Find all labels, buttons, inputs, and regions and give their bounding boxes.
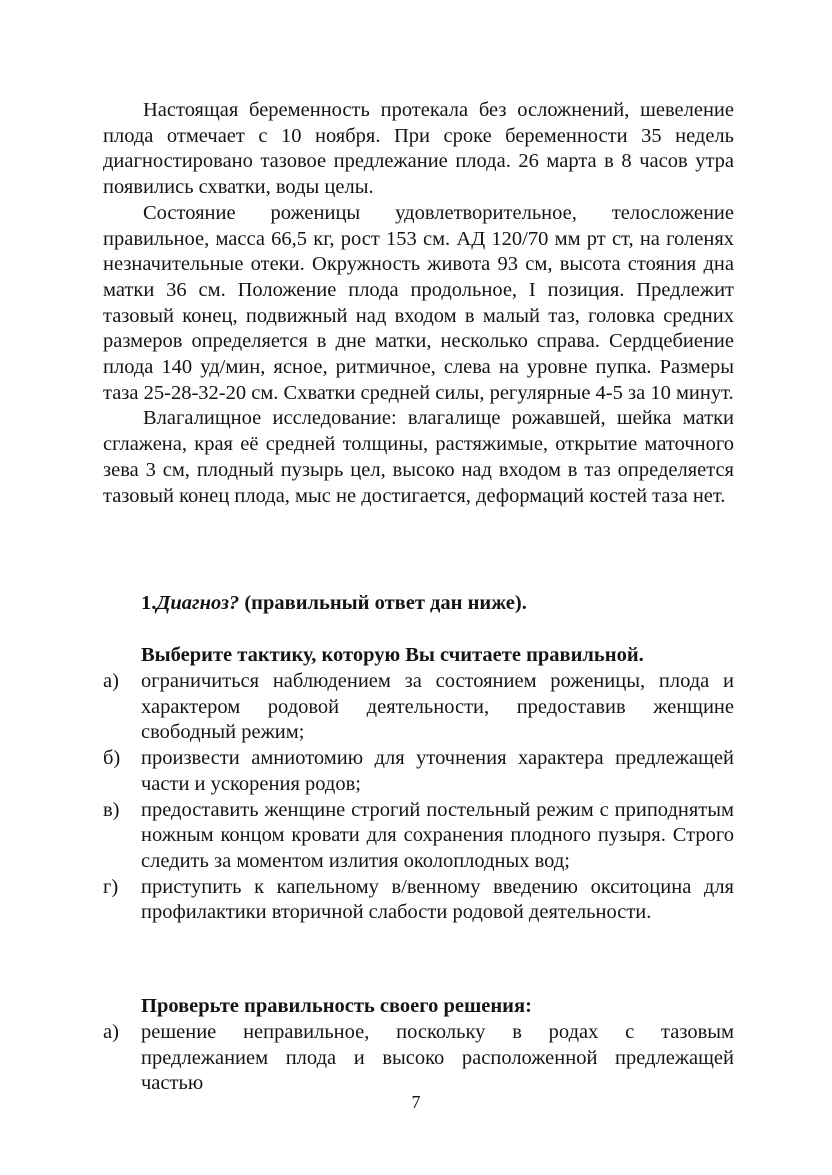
option-text: произвести амниотомию для уточнения характера предлежащей части и ускорения родов; — [141, 747, 734, 795]
question-number: 1. — [141, 592, 157, 614]
check-heading: Проверьте правильность своего решения: — [141, 995, 532, 1017]
tactics-heading: Выберите тактику, которую Вы считаете правильной. — [141, 644, 644, 666]
list-item — [103, 746, 734, 797]
list-item — [103, 669, 734, 746]
paragraph-vaginal-exam: Влагалищное исследование: влагалище рожавшей, шейка матки сглажена, края её средней толщины, растяжимые, открытие маточного зева 3 см, плодный пузырь цел, высоко над входом в таз определяется тазовый конец плода, мыс не достигается, деформаций костей таза нет. — [103, 407, 734, 507]
paragraph-history: Настоящая беременность протекала без осложнений, шевеление плода отмечает с 10 ноября. При сроке беременности 35 недель диагностировано тазовое предлежание плода. 26 марта в 8 часов утра появились схватки, воды целы. — [103, 99, 734, 199]
option-text: ограничиться наблюдением за состоянием роженицы, плода и характером родовой деятельности, предоставив женщине свободный режим; — [141, 670, 734, 744]
page-number: 7 — [411, 1092, 421, 1112]
option-marker: г) — [103, 875, 119, 898]
check-options — [103, 1020, 734, 1097]
case-description — [103, 98, 734, 509]
option-marker: б) — [103, 747, 121, 770]
option-marker: а) — [103, 670, 119, 692]
option-marker: в) — [103, 798, 120, 821]
question-note: (правильный ответ дан ниже). — [244, 592, 527, 614]
diagnosis-question — [141, 591, 527, 617]
tactics-options — [103, 669, 734, 926]
paragraph-status: Состояние роженицы удовлетворительное, телосложение правильное, масса 66,5 кг, рост 153 см. АД 120/70 мм рт ст, на голенях незначительные отеки. Окружность живота 93 см, высота стояния дна матки 36 см. Положение плода продольное, I позиция. Предлежит тазовый конец, подвижный над входом в малый таз, головка средних размеров определяется в дне матки, несколько справа. Сердцебиение плода 140 уд/мин, ясное, ритмичное, слева на уровне пупка. Размеры таза 25-28-32-20 см. Схватки средней силы, регулярные 4-5 за 10 минут. — [103, 201, 734, 404]
option-text: приступить к капельному в/венному введению окситоцина для профилактики вторичной слабости родовой деятельности. — [141, 875, 734, 924]
option-marker: а) — [103, 1021, 119, 1043]
list-item — [103, 875, 734, 926]
question-label: Диагноз? — [156, 592, 240, 614]
list-item — [103, 1020, 734, 1097]
option-text: решение неправильное, поскольку в родах с тазовым предлежанием плода и высоко расположенной предлежащей частью — [141, 1021, 734, 1095]
list-item — [103, 798, 734, 875]
option-text: предоставить женщине строгий постельный режим с приподнятым ножным концом кровати для сохранения плодного пузыря. Строго следить за моментом излития околоплодных вод; — [141, 798, 734, 872]
